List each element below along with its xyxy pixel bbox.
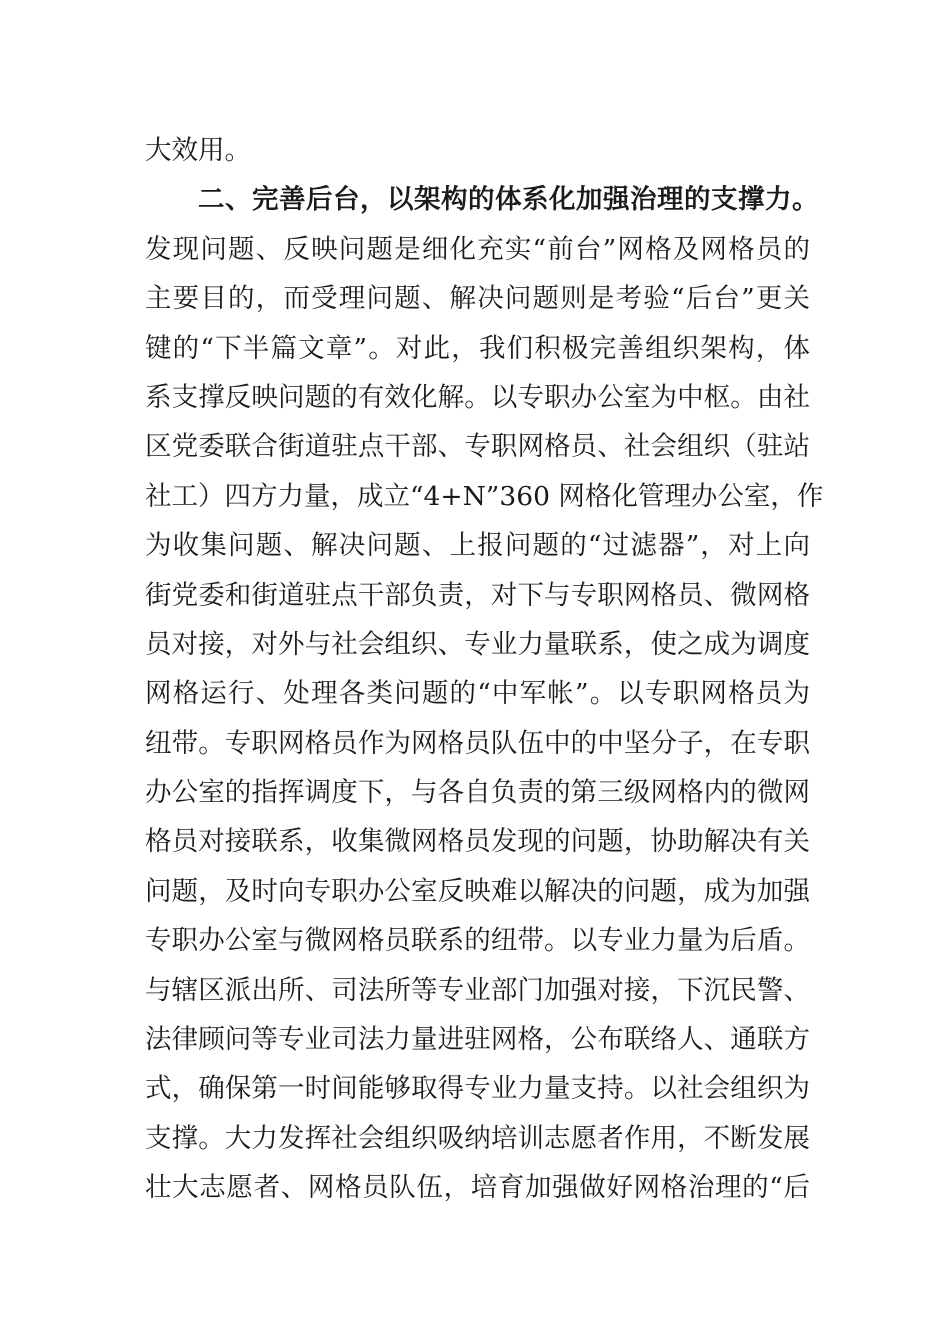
text-line: 街党委和街道驻点干部负责，对下与专职网格员、微网格 — [145, 579, 810, 611]
text-line: 大效用。 — [145, 135, 251, 166]
text-line: 为收集问题、解决问题、上报问题的“过滤器”，对上向 — [145, 530, 810, 562]
text-line: 壮大志愿者、网格员队伍，培育加强做好网格治理的“后 — [145, 1172, 810, 1204]
text-line: 网格运行、处理各类问题的“中军帐”。以专职网格员为 — [145, 678, 810, 710]
text-line: 发现问题、反映问题是细化充实“前台”网格及网格员的 — [145, 233, 810, 265]
text-line: 办公室的指挥调度下，与各自负责的第三级网格内的微网 — [145, 777, 810, 809]
text-line: 主要目的，而受理问题、解决问题则是考验“后台”更关 — [145, 283, 810, 315]
text-line: 员对接，对外与社会组织、专业力量联系，使之成为调度 — [145, 628, 810, 660]
text-line: 问题，及时向专职办公室反映难以解决的问题，成为加强 — [145, 875, 810, 907]
text-line: 法律顾问等专业司法力量进驻网格，公布联络人、通联方 — [145, 1024, 810, 1056]
text-line: 支撑。大力发挥社会组织吸纳培训志愿者作用，不断发展 — [145, 1122, 810, 1154]
text-line: 式，确保第一时间能够取得专业力量支持。以社会组织为 — [145, 1073, 810, 1105]
section-heading: 二、完善后台，以架构的体系化加强治理的支撑力。 — [198, 184, 819, 216]
text-line: 区党委联合街道驻点干部、专职网格员、社会组织（驻站 — [145, 431, 810, 463]
body-text — [145, 126, 824, 1213]
text-line: 与辖区派出所、司法所等专业部门加强对接，下沉民警、 — [145, 974, 810, 1006]
text-line: 社工）四方力量，成立“4+N”360 网格化管理办公室，作 — [145, 480, 824, 512]
text-line: 专职办公室与微网格员联系的纽带。以专业力量为后盾。 — [145, 925, 810, 957]
text-line: 格员对接联系，收集微网格员发现的问题，协助解决有关 — [145, 826, 810, 858]
text-line: 系支撑反映问题的有效化解。以专职办公室为中枢。由社 — [145, 381, 810, 413]
text-line: 纽带。专职网格员作为网格员队伍中的中坚分子，在专职 — [145, 727, 810, 759]
text-line: 键的“下半篇文章”。对此，我们积极完善组织架构，体 — [145, 332, 810, 364]
